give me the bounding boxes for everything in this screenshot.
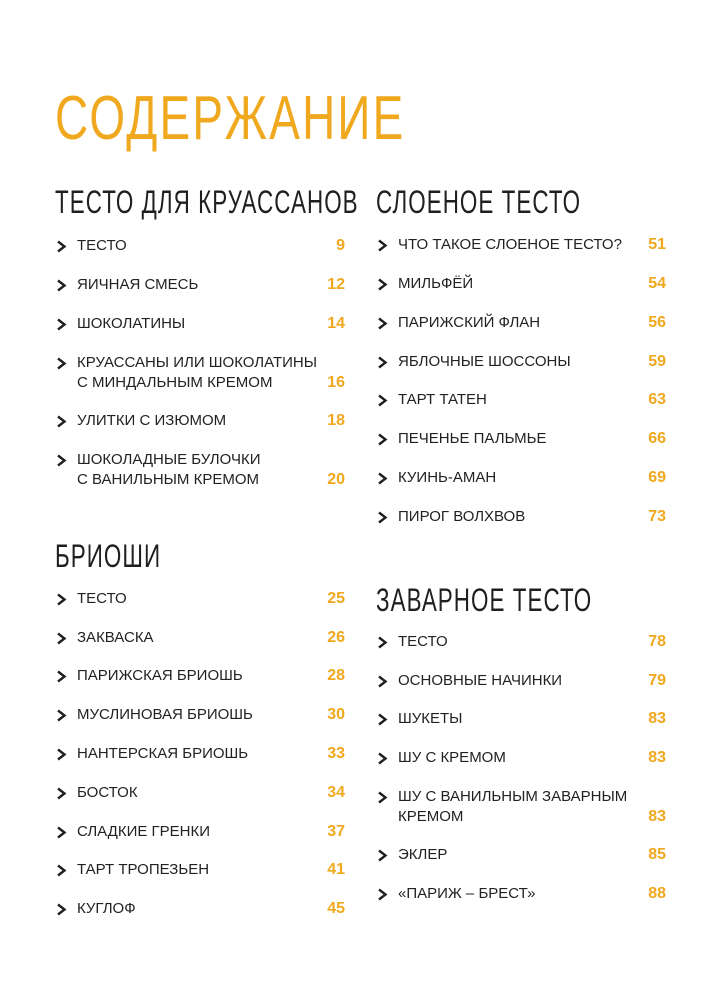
toc-entry[interactable] bbox=[55, 822, 345, 842]
toc-entry-label: ЗАКВАСКА bbox=[77, 629, 154, 646]
chevron-right-icon bbox=[55, 357, 68, 370]
toc-entry-label: «ПАРИЖ – БРЕСТ» bbox=[398, 885, 536, 902]
toc-entry-page: 18 bbox=[327, 412, 345, 429]
toc-entry-label: ЯБЛОЧНЫЕ ШОССОНЫ bbox=[398, 353, 571, 370]
section-choux bbox=[376, 584, 666, 914]
toc-entry-page: 85 bbox=[648, 846, 666, 863]
chevron-right-icon bbox=[55, 903, 68, 916]
section-heading: ТЕСТО ДЛЯ КРУАССАНОВ bbox=[55, 184, 359, 220]
toc-entry-label: ПАРИЖСКИЙ ФЛАН bbox=[398, 314, 541, 331]
toc-entry-label: ШОКОЛАДНЫЕ БУЛОЧКИ bbox=[77, 451, 261, 468]
toc-entry[interactable] bbox=[55, 783, 345, 803]
chevron-right-icon bbox=[376, 511, 389, 524]
toc-entry-label: НАНТЕРСКАЯ БРИОШЬ bbox=[77, 745, 249, 762]
toc-entry-page: 56 bbox=[648, 314, 666, 331]
toc-entry[interactable] bbox=[376, 468, 666, 488]
toc-entry-page: 83 bbox=[648, 749, 666, 766]
toc-entry-label: ТЕСТО bbox=[77, 590, 127, 607]
chevron-right-icon bbox=[55, 787, 68, 800]
chevron-right-icon bbox=[376, 752, 389, 765]
toc-entry-page: 83 bbox=[648, 808, 666, 825]
toc-entry[interactable] bbox=[376, 884, 666, 904]
toc-entry-label: ШУКЕТЫ bbox=[398, 710, 463, 727]
chevron-right-icon bbox=[55, 318, 68, 331]
toc-entry[interactable] bbox=[376, 632, 666, 652]
toc-entry-page: 25 bbox=[327, 590, 345, 607]
chevron-right-icon bbox=[55, 240, 68, 253]
toc-entry-label: МИЛЬФЁЙ bbox=[398, 275, 474, 292]
toc-entry-page: 45 bbox=[327, 900, 345, 917]
toc-entry-page: 14 bbox=[327, 315, 345, 332]
toc-entry-page: 28 bbox=[327, 667, 345, 684]
toc-entry[interactable] bbox=[55, 589, 345, 609]
toc-entry-page: 83 bbox=[648, 710, 666, 727]
section-heading: ЗАВАРНОЕ ТЕСТО bbox=[376, 582, 593, 618]
toc-entry[interactable] bbox=[376, 709, 666, 729]
toc-entry[interactable] bbox=[376, 313, 666, 333]
toc-entry-page: 16 bbox=[327, 374, 345, 391]
section-heading: БРИОШИ bbox=[55, 538, 162, 574]
toc-entry-page: 34 bbox=[327, 784, 345, 801]
toc-entry-page: 30 bbox=[327, 706, 345, 723]
toc-entry[interactable] bbox=[55, 628, 345, 648]
toc-entry-page: 63 bbox=[648, 391, 666, 408]
section-croissant bbox=[55, 184, 359, 488]
toc-entry-page: 88 bbox=[648, 885, 666, 902]
section-puff bbox=[376, 186, 666, 536]
toc-entry-page: 59 bbox=[648, 353, 666, 370]
toc-entry-label: ПИРОГ ВОЛХВОВ bbox=[398, 508, 526, 525]
toc-entry[interactable] bbox=[376, 390, 666, 410]
chevron-right-icon bbox=[55, 826, 68, 839]
toc-entry[interactable] bbox=[376, 274, 666, 294]
toc-entry-label-line2: С МИНДАЛЬНЫМ КРЕМОМ bbox=[77, 374, 273, 391]
toc-entry-label: ПАРИЖСКАЯ БРИОШЬ bbox=[77, 667, 243, 684]
chevron-right-icon bbox=[55, 279, 68, 292]
chevron-right-icon bbox=[55, 415, 68, 428]
chevron-right-icon bbox=[55, 632, 68, 645]
toc-entry-page: 66 bbox=[648, 430, 666, 447]
toc-entry-label: ТЕСТО bbox=[398, 633, 448, 650]
toc-entry-label: ТАРТ ТРОПЕЗЬЕН bbox=[77, 861, 210, 878]
toc-entry-page: 54 bbox=[648, 275, 666, 292]
chevron-right-icon bbox=[376, 278, 389, 291]
toc-entry-page: 41 bbox=[327, 861, 345, 878]
toc-entry-label: ЧТО ТАКОЕ СЛОЕНОЕ ТЕСТО? bbox=[398, 236, 622, 253]
toc-entry-label-line2: С ВАНИЛЬНЫМ КРЕМОМ bbox=[77, 471, 259, 488]
toc-entry-label: ШУ С КРЕМОМ bbox=[398, 749, 506, 766]
toc-entry-page: 79 bbox=[648, 672, 666, 689]
chevron-right-icon bbox=[55, 454, 68, 467]
toc-entry[interactable] bbox=[55, 705, 345, 725]
toc-entry-page: 20 bbox=[327, 471, 345, 488]
chevron-right-icon bbox=[376, 356, 389, 369]
toc-entry-label: УЛИТКИ С ИЗЮМОМ bbox=[77, 412, 227, 429]
chevron-right-icon bbox=[376, 713, 389, 726]
toc-entry[interactable] bbox=[55, 899, 345, 919]
toc-entry-label: КРУАССАНЫ ИЛИ ШОКОЛАТИНЫ bbox=[77, 354, 318, 371]
chevron-right-icon bbox=[55, 670, 68, 683]
chevron-right-icon bbox=[376, 675, 389, 688]
toc-entry[interactable] bbox=[55, 860, 345, 880]
chevron-right-icon bbox=[55, 748, 68, 761]
chevron-right-icon bbox=[55, 593, 68, 606]
toc-entry-label: ПЕЧЕНЬЕ ПАЛЬМЬЕ bbox=[398, 430, 547, 447]
toc-entry-page: 78 bbox=[648, 633, 666, 650]
toc-entry-label: ОСНОВНЫЕ НАЧИНКИ bbox=[398, 672, 563, 689]
toc-entry-page: 37 bbox=[327, 823, 345, 840]
toc-entry-label: ШУ С ВАНИЛЬНЫМ ЗАВАРНЫМ bbox=[398, 788, 628, 805]
section-brioche bbox=[55, 540, 345, 930]
toc-entry-label-line2: КРЕМОМ bbox=[398, 808, 464, 825]
toc-entry[interactable] bbox=[55, 744, 345, 764]
chevron-right-icon bbox=[376, 636, 389, 649]
toc-entry-label: КУИНЬ-АМАН bbox=[398, 469, 497, 486]
toc-entry[interactable] bbox=[55, 411, 345, 431]
toc-entry-label: КУГЛОФ bbox=[77, 900, 136, 917]
toc-entry-page: 69 bbox=[648, 469, 666, 486]
toc-entry[interactable] bbox=[376, 429, 666, 449]
toc-entry[interactable] bbox=[55, 666, 345, 686]
toc-entry-page: 12 bbox=[327, 276, 345, 293]
chevron-right-icon bbox=[376, 888, 389, 901]
chevron-right-icon bbox=[376, 791, 389, 804]
section-heading: СЛОЕНОЕ ТЕСТО bbox=[376, 184, 582, 220]
toc-entry[interactable] bbox=[55, 314, 345, 334]
toc-entry[interactable] bbox=[376, 671, 666, 691]
toc-entry-label: СЛАДКИЕ ГРЕНКИ bbox=[77, 823, 211, 840]
chevron-right-icon bbox=[55, 709, 68, 722]
toc-entry[interactable] bbox=[376, 845, 666, 865]
toc-entry[interactable] bbox=[55, 353, 345, 393]
chevron-right-icon bbox=[55, 864, 68, 877]
chevron-right-icon bbox=[376, 317, 389, 330]
toc-entry-page: 73 bbox=[648, 508, 666, 525]
toc-entry[interactable] bbox=[55, 275, 345, 295]
toc-entry[interactable] bbox=[376, 352, 666, 372]
toc-entry[interactable] bbox=[376, 235, 666, 255]
page-title: СОДЕРЖАНИЕ bbox=[55, 84, 406, 153]
chevron-right-icon bbox=[376, 472, 389, 485]
toc-entry-label: ТЕСТО bbox=[77, 237, 127, 254]
toc-entry[interactable] bbox=[376, 507, 666, 527]
chevron-right-icon bbox=[376, 239, 389, 252]
toc-entry-label: ТАРТ ТАТЕН bbox=[398, 391, 487, 408]
chevron-right-icon bbox=[376, 849, 389, 862]
toc-entry-label: БОСТОК bbox=[77, 784, 138, 801]
toc-entry-label: ЯИЧНАЯ СМЕСЬ bbox=[77, 276, 199, 293]
toc-entry-label: МУСЛИНОВАЯ БРИОШЬ bbox=[77, 706, 253, 723]
toc-entry[interactable] bbox=[55, 450, 345, 490]
chevron-right-icon bbox=[376, 433, 389, 446]
toc-entry[interactable] bbox=[376, 787, 666, 827]
toc-entry-label: ЭКЛЕР bbox=[398, 846, 448, 863]
toc-entry[interactable] bbox=[55, 236, 345, 256]
chevron-right-icon bbox=[376, 394, 389, 407]
toc-entry[interactable] bbox=[376, 748, 666, 768]
toc-entry-page: 51 bbox=[648, 236, 666, 253]
toc-entry-label: ШОКОЛАТИНЫ bbox=[77, 315, 186, 332]
toc-entry-page: 33 bbox=[327, 745, 345, 762]
toc-entry-page: 26 bbox=[327, 629, 345, 646]
toc-entry-page: 9 bbox=[336, 237, 345, 254]
